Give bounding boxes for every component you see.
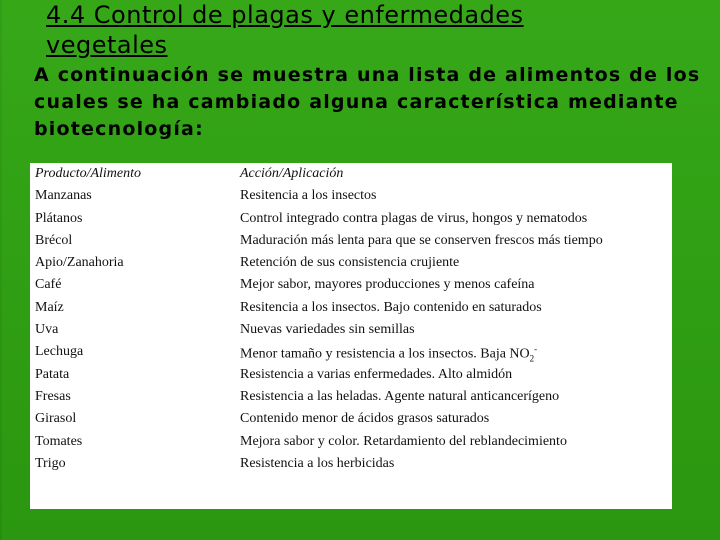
cell-product: Fresas [35, 388, 71, 404]
cell-product: Girasol [35, 411, 77, 427]
intro-text: A continuación se muestra una lista de alimentos de los cuales se ha cambiado alguna característica mediante biotecnología: [34, 64, 701, 140]
cell-product: Maíz [35, 299, 64, 315]
table-row [35, 277, 670, 299]
cell-product: Brécol [35, 232, 73, 248]
table-header-row [35, 166, 670, 188]
table-row [35, 188, 670, 210]
table-row [35, 300, 670, 322]
cell-product: Patata [35, 366, 70, 382]
subscript: 2 [529, 353, 535, 364]
cell-product: Plátanos [35, 210, 83, 226]
cell-action: Resistencia a los herbicidas [240, 455, 395, 471]
cell-action-text: Menor tamaño y resistencia a los insectos. Baja NO [240, 347, 530, 363]
cell-product: Trigo [35, 455, 66, 471]
header-action: Acción/Aplicación [240, 166, 344, 181]
cell-action: Resitencia a los insectos. Bajo contenido en saturados [240, 299, 542, 315]
cell-action: Maduración más lenta para que se conserven frescos más tiempo [240, 232, 603, 248]
header-product: Producto/Alimento [35, 166, 142, 181]
table-row [35, 344, 670, 366]
cell-action: Retención de sus consistencia crujiente [240, 255, 460, 271]
cell-action: Resitencia a los insectos [240, 188, 377, 204]
table-row [35, 233, 670, 255]
table-row [35, 367, 670, 389]
cell-product: Tomates [35, 433, 83, 449]
cell-action [240, 344, 670, 366]
cell-action: Mejora sabor y color. Retardamiento del reblandecimiento [240, 433, 567, 449]
cell-action: Resistencia a varias enfermedades. Alto almidón [240, 366, 513, 382]
slide-title: 4.4 Control de plagas y enfermedades vegetales [46, 1, 524, 59]
table-row [35, 434, 670, 456]
superscript: - [534, 344, 538, 355]
cell-product: Lechuga [35, 344, 84, 360]
table-row [35, 211, 670, 233]
cell-product: Apio/Zanahoria [35, 255, 124, 271]
table-row [35, 411, 670, 433]
table-row [35, 456, 670, 478]
cell-action: Nuevas variedades sin semillas [240, 322, 415, 338]
table-row [35, 255, 670, 277]
table-row [35, 322, 670, 344]
cell-action: Resistencia a las heladas. Agente natural anticancerígeno [240, 388, 560, 404]
cell-product: Uva [35, 322, 59, 338]
cell-action: Mejor sabor, mayores producciones y menos cafeína [240, 277, 535, 293]
cell-product: Café [35, 277, 62, 293]
cell-action: Contenido menor de ácidos grasos saturados [240, 411, 490, 427]
table-row [35, 389, 670, 411]
table-panel [30, 163, 672, 509]
cell-action: Control integrado contra plagas de virus, hongos y nematodos [240, 210, 588, 226]
food-table [35, 166, 670, 478]
cell-product: Manzanas [35, 188, 92, 204]
